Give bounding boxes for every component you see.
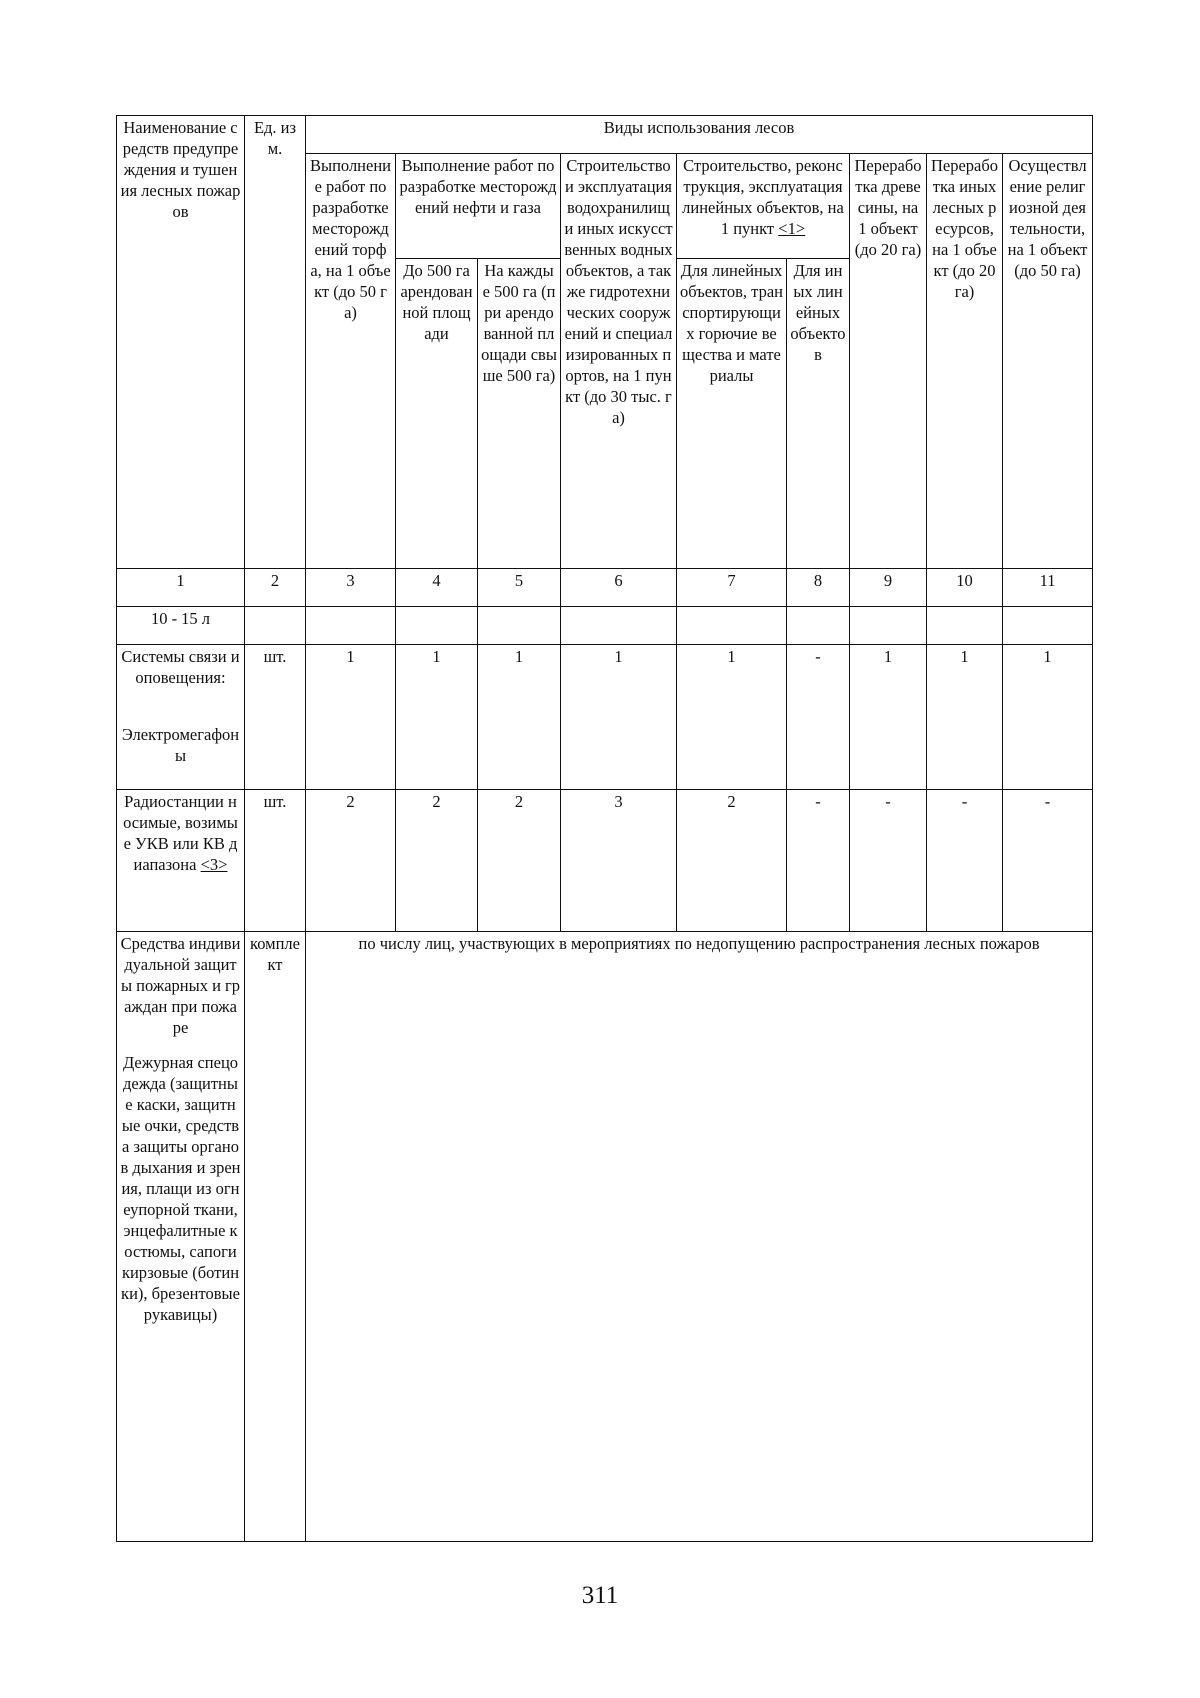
- empty-cell: [245, 607, 306, 645]
- empty-cell: [850, 607, 927, 645]
- unit-cell: шт.: [245, 645, 306, 790]
- header-wood-processing: Переработка древесины, на 1 объект (до 20 га): [850, 154, 927, 569]
- header-name-cell: Наименование средств предупреждения и тушения лесных пожаров: [117, 116, 245, 569]
- column-number: 2: [245, 569, 306, 607]
- row-name-megaphones: [117, 645, 245, 790]
- table-row-radio: [117, 790, 1093, 932]
- value-cell: 1: [396, 645, 478, 790]
- header-fuel-transport: Для линейных объектов, транспортирующих горючие вещества и материалы: [677, 259, 787, 569]
- table-row: [117, 607, 1093, 645]
- value-cell: -: [1003, 790, 1093, 932]
- radio-label: Радиостанции носимые, возимые УКВ или КВ диапазона: [123, 792, 238, 874]
- empty-cell: [677, 607, 787, 645]
- column-number: 7: [677, 569, 787, 607]
- header-linear-text: Строительство, реконструкция, эксплуатация линейных объектов, на 1 пункт: [682, 156, 844, 238]
- value-cell: 1: [1003, 645, 1093, 790]
- header-unit-cell: Ед. изм.: [245, 116, 306, 569]
- value-cell: 1: [561, 645, 677, 790]
- header-religious: Осуществление религиозной деятельности, на 1 объект (до 50 га): [1003, 154, 1093, 569]
- footnote-link-3[interactable]: <3>: [200, 855, 228, 874]
- value-cell: -: [787, 790, 850, 932]
- value-cell: 1: [927, 645, 1003, 790]
- header-linear-objects: [677, 154, 850, 259]
- header-forest-use-types: Виды использования лесов: [306, 116, 1093, 154]
- value-cell: 1: [478, 645, 561, 790]
- header-other-resources: Переработка иных лесных ресурсов, на 1 объект (до 20 га): [927, 154, 1003, 569]
- value-cell: 2: [677, 790, 787, 932]
- empty-cell: [561, 607, 677, 645]
- ppe-group-label: Средства индивидуальной защиты пожарных и граждан при пожаре: [120, 934, 241, 1037]
- value-cell: 1: [306, 645, 396, 790]
- column-number: 4: [396, 569, 478, 607]
- empty-cell: [396, 607, 478, 645]
- row-name-ppe: [117, 932, 245, 1542]
- value-cell: -: [787, 645, 850, 790]
- table-row-megaphones: [117, 645, 1093, 790]
- value-cell: 1: [677, 645, 787, 790]
- header-row-1: [117, 116, 1093, 154]
- header-reservoirs: Строительство и эксплуатация водохранилищ и иных искусственных водных объектов, а также гидротехнических сооружений и специализированных портов, на 1 пункт (до 30 тыс. га): [561, 154, 677, 569]
- column-number: 3: [306, 569, 396, 607]
- value-cell: -: [927, 790, 1003, 932]
- column-number: 6: [561, 569, 677, 607]
- column-number-row: [117, 569, 1093, 607]
- empty-cell: [306, 607, 396, 645]
- header-oil-gas: Выполнение работ по разработке месторождений нефти и газа: [396, 154, 561, 259]
- column-number: 9: [850, 569, 927, 607]
- empty-cell: [927, 607, 1003, 645]
- header-peat: Выполнение работ по разработке месторождений торфа, на 1 объект (до 50 га): [306, 154, 396, 569]
- value-cell: 2: [478, 790, 561, 932]
- spacer: [120, 1038, 241, 1052]
- value-cell: 2: [396, 790, 478, 932]
- row-name-volume: 10 - 15 л: [117, 607, 245, 645]
- ppe-note-cell: по числу лиц, участвующих в мероприятиях по недопущению распространения лесных пожаров: [306, 932, 1093, 1542]
- empty-cell: [478, 607, 561, 645]
- column-number: 10: [927, 569, 1003, 607]
- footnote-link-1[interactable]: <1>: [778, 219, 806, 238]
- value-cell: -: [850, 790, 927, 932]
- unit-cell: шт.: [245, 790, 306, 932]
- header-under-500: До 500 га арендованной площади: [396, 259, 478, 569]
- ppe-label: Дежурная спецодежда (защитные каски, защитные очки, средства защиты органов дыхания и зрения, плащи из огнеупорной ткани, энцефалитные костюмы, сапоги кирзовые (ботинки), брезентовые рукавицы): [120, 1053, 241, 1324]
- comm-group-label: Системы связи и оповещения:: [121, 647, 240, 687]
- value-cell: 3: [561, 790, 677, 932]
- empty-cell: [787, 607, 850, 645]
- empty-cell: [1003, 607, 1093, 645]
- page-number: 311: [581, 1582, 619, 1609]
- column-number: 11: [1003, 569, 1093, 607]
- column-number: 8: [787, 569, 850, 607]
- value-cell: 2: [306, 790, 396, 932]
- column-number: 1: [117, 569, 245, 607]
- norms-table: [116, 115, 1093, 1542]
- header-each-500: На каждые 500 га (при арендованной площади свыше 500 га): [478, 259, 561, 569]
- column-number: 5: [478, 569, 561, 607]
- value-cell: 1: [850, 645, 927, 790]
- table-row-ppe: [117, 932, 1093, 1542]
- unit-cell: комплект: [245, 932, 306, 1542]
- header-other-linear: Для иных линейных объектов: [787, 259, 850, 569]
- spacer: [120, 688, 241, 724]
- row-name-radio: [117, 790, 245, 932]
- megaphones-label: Электромегафоны: [121, 725, 240, 765]
